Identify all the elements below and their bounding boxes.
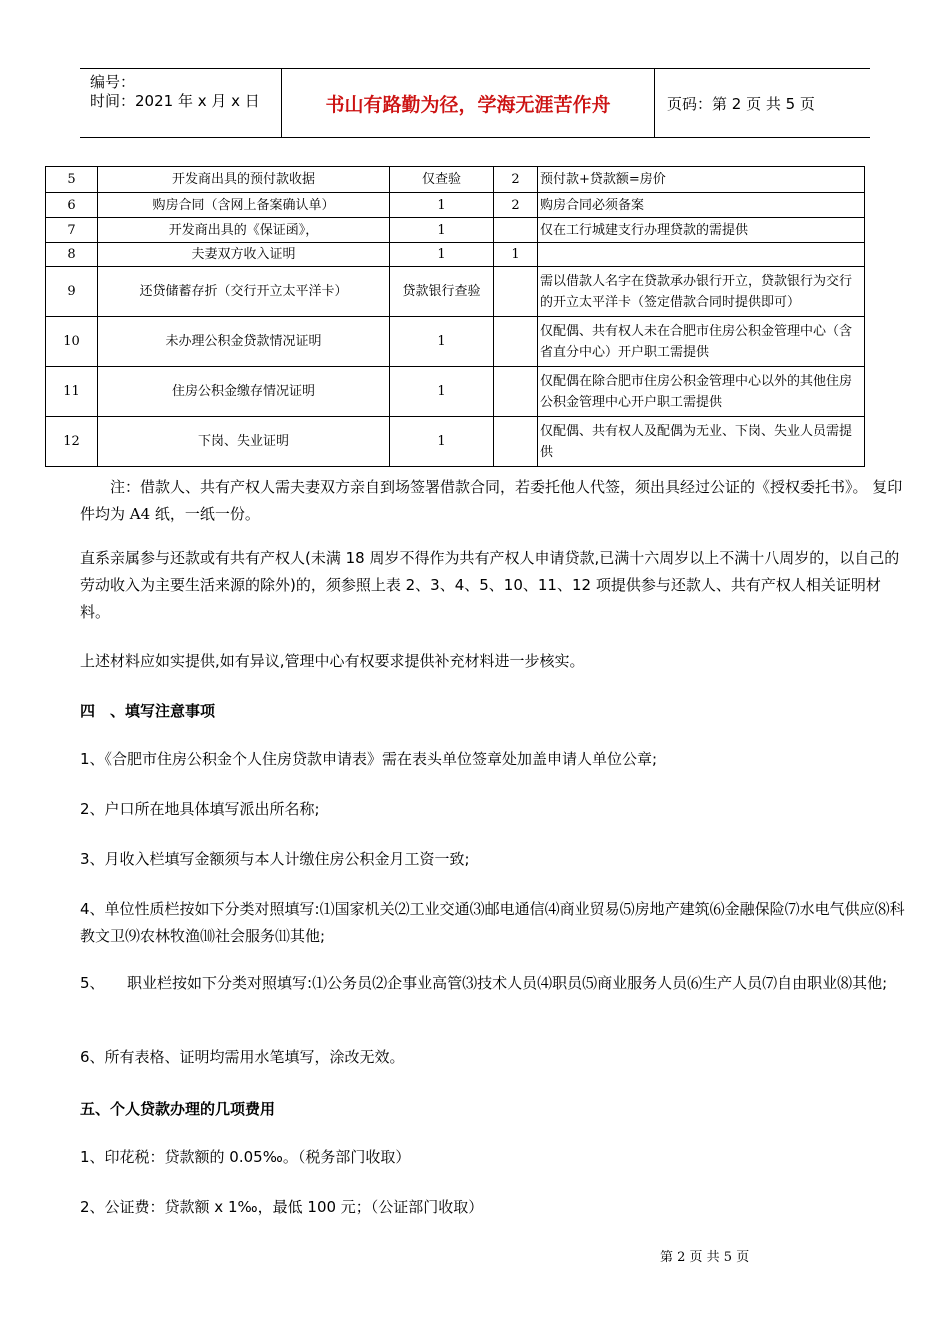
table-cell-no: 8 xyxy=(46,243,98,267)
section4-title: 四 、填写注意事项 xyxy=(80,702,216,720)
table-cell-note xyxy=(538,243,865,267)
relatives-paragraph xyxy=(80,545,905,626)
s4-item-4: 4、单位性质栏按如下分类对照填写:⑴国家机关⑵工业交通⑶邮电通信⑷商业贸易⑸房地产建筑⑹金融保险⑺水电气供应⑻科教文卫⑼农林牧渔⑽社会服务⑾其他; xyxy=(80,900,905,945)
note-paragraph: 注：借款人、共有产权人需夫妻双方亲自到场签署借款合同，若委托他人代签，须出具经过公证的《授权委托书》。 复印件均为 A4 纸，一纸一份。 xyxy=(80,478,903,523)
table-cell-c2 xyxy=(494,367,538,417)
header-motto: 书山有路勤为径，学海无涯苦作舟 xyxy=(282,69,655,137)
table-cell-item: 开发商出具的《保证函》， xyxy=(98,218,390,243)
table-cell-item: 下岗、失业证明 xyxy=(98,417,390,467)
table-row xyxy=(46,267,865,317)
table-cell-c1: 1 xyxy=(390,218,494,243)
table-cell-note: 预付款+贷款额=房价 xyxy=(538,167,865,193)
table-cell-item: 未办理公积金贷款情况证明 xyxy=(98,317,390,367)
table-row xyxy=(46,417,865,467)
number-label: 编号： xyxy=(90,73,136,91)
table-cell-c1: 1 xyxy=(390,367,494,417)
truthful-paragraph: 上述材料应如实提供,如有异议,管理中心有权要求提供补充材料进一步核实。 xyxy=(80,652,585,670)
table-cell-c2: 1 xyxy=(494,243,538,267)
table-cell-c2 xyxy=(494,218,538,243)
header-page-label: 页码：第 2 页 共 5 页 xyxy=(667,94,815,113)
table-cell-c2 xyxy=(494,267,538,317)
date-label: 时间：2021 年 x 月 x 日 xyxy=(90,92,260,110)
s4-item-6: 6、所有表格、证明均需用水笔填写，涂改无效。 xyxy=(80,1048,405,1066)
table-cell-no: 5 xyxy=(46,167,98,193)
table-row xyxy=(46,167,865,193)
table-cell-note: 需以借款人名字在贷款承办银行开立，贷款银行为交行的开立太平洋卡（签定借款合同时提供即可） xyxy=(538,267,865,317)
table-cell-note: 仅配偶、共有权人未在合肥市住房公积金管理中心（含省直分中心）开户职工需提供 xyxy=(538,317,865,367)
s5-item-2: 2、公证费：贷款额 x 1‰，最低 100 元；（公证部门收取） xyxy=(80,1198,484,1216)
table-row xyxy=(46,317,865,367)
table-cell-no: 12 xyxy=(46,417,98,467)
table-cell-item: 住房公积金缴存情况证明 xyxy=(98,367,390,417)
table-row xyxy=(46,243,865,267)
table-cell-c1: 1 xyxy=(390,243,494,267)
table-cell-item: 还贷储蓄存折（交行开立太平洋卡） xyxy=(98,267,390,317)
table-row xyxy=(46,367,865,417)
table-cell-no: 10 xyxy=(46,317,98,367)
page-header xyxy=(80,68,870,138)
table-cell-note: 仅配偶在除合肥市住房公积金管理中心以外的其他住房公积金管理中心开户职工需提供 xyxy=(538,367,865,417)
table-cell-c2: 2 xyxy=(494,193,538,218)
s4-item-3: 3、月收入栏填写金额须与本人计缴住房公积金月工资一致; xyxy=(80,850,470,868)
materials-table xyxy=(45,166,865,467)
table-cell-c2 xyxy=(494,317,538,367)
table-cell-item: 购房合同（含网上备案确认单） xyxy=(98,193,390,218)
table-cell-no: 6 xyxy=(46,193,98,218)
table-cell-c1: 1 xyxy=(390,317,494,367)
relatives-text: 直系亲属参与还款或有共有产权人(未满 18 周岁不得作为共有产权人申请贷款,已满十六周岁以上不满十八周岁的，以自己的劳动收入为主要生活来源的除外)的，须参照上表 2、3、4、5、10、11、12 项提供参与还款人、共有产权人相关证明材料。 xyxy=(80,549,900,621)
table-row xyxy=(46,218,865,243)
table-cell-note: 购房合同必须备案 xyxy=(538,193,865,218)
table-cell-item: 夫妻双方收入证明 xyxy=(98,243,390,267)
table-cell-c2: 2 xyxy=(494,167,538,193)
section5-title: 五、个人贷款办理的几项费用 xyxy=(80,1100,276,1118)
table-cell-c1: 1 xyxy=(390,417,494,467)
page-footer: 第 2 页 共 5 页 xyxy=(660,1250,750,1265)
s4-item-1: 1、《合肥市住房公积金个人住房贷款申请表》需在表头单位签章处加盖申请人单位公章; xyxy=(80,750,658,768)
table-row xyxy=(46,193,865,218)
table-cell-no: 9 xyxy=(46,267,98,317)
table-cell-c2 xyxy=(494,417,538,467)
table-cell-c1: 1 xyxy=(390,193,494,218)
s4-item-5: 5、 职业栏按如下分类对照填写:⑴公务员⑵企事业高管⑶技术人员⑷职员⑸商业服务人员⑹生产人员⑺自由职业⑻其他; xyxy=(80,974,888,992)
table-cell-c1: 仅查验 xyxy=(390,167,494,193)
table-cell-note: 仅配偶、共有权人及配偶为无业、下岗、失业人员需提供 xyxy=(538,417,865,467)
s4-item-2: 2、户口所在地具体填写派出所名称; xyxy=(80,800,320,818)
table-cell-c1: 贷款银行查验 xyxy=(390,267,494,317)
s5-item-1: 1、印花税：贷款额的 0.05‰。（税务部门收取） xyxy=(80,1148,411,1166)
header-meta xyxy=(80,69,282,137)
table-cell-note: 仅在工行城建支行办理贷款的需提供 xyxy=(538,218,865,243)
table-cell-no: 7 xyxy=(46,218,98,243)
table-cell-item: 开发商出具的预付款收据 xyxy=(98,167,390,193)
table-cell-no: 11 xyxy=(46,367,98,417)
